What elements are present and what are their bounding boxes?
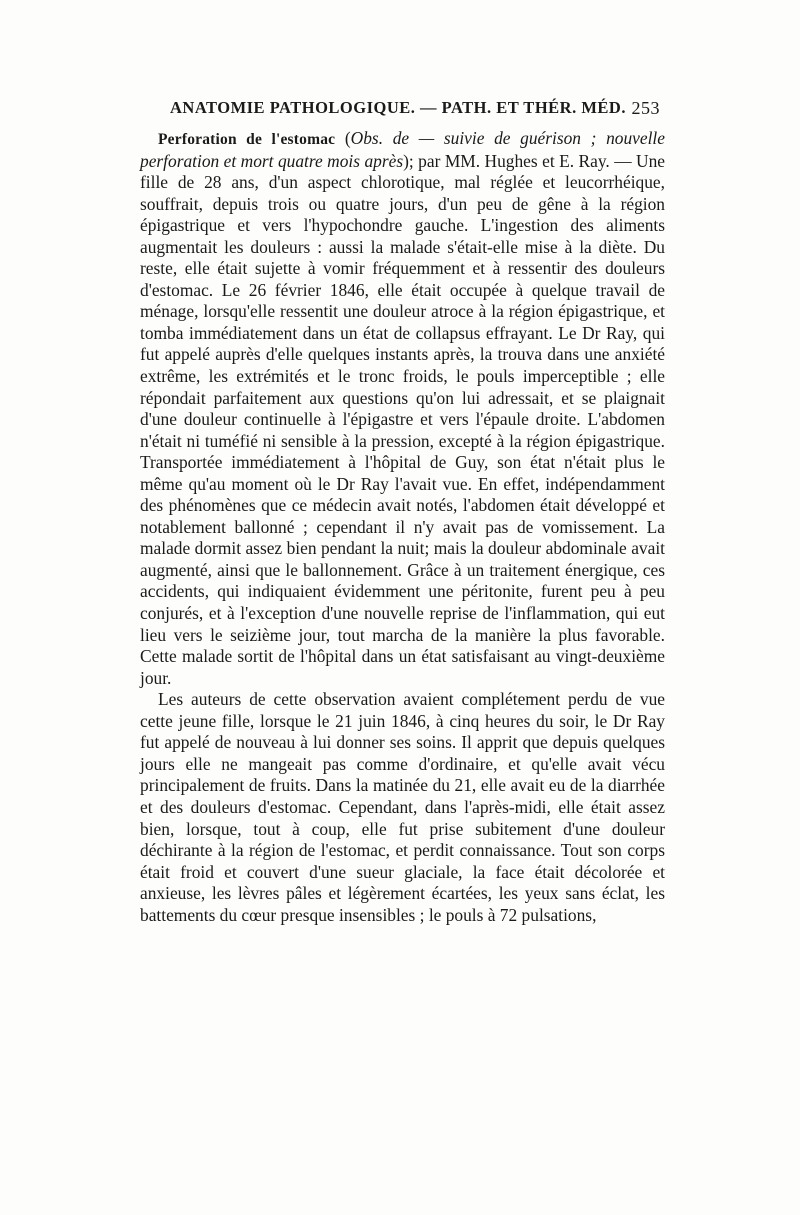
subtitle-open: ( (335, 128, 351, 148)
running-head: ANATOMIE PATHOLOGIQUE. — PATH. ET THÉR. MÉD. (170, 98, 626, 117)
article-body (140, 128, 665, 926)
paragraph-1 (140, 128, 665, 689)
subtitle-close: ); par MM. Hughes et E. Ray. (403, 150, 610, 171)
page-header (140, 98, 660, 124)
paragraph-1-text: — Une fille de 28 ans, d'un aspect chlorotique, mal réglée et leucorrhéique, souffrait, depuis trois ou quatre jours, d'un peu de gêne à la région épigastrique et vers l'hypochondre gauche. L'ingestion des aliments augmentait les douleurs : aussi la malade s'était-elle mise à la diète. Du reste, elle était sujette à vomir fréquemment et à ressentir des douleurs d'estomac. Le 26 février 1846, elle était occupée à quelque travail de ménage, lorsqu'elle ressentit une douleur atroce à la région épigastrique, et tomba immédiatement dans un état de collapsus effrayant. Le Dr Ray, qui fut appelé auprès d'elle quelques instants après, la trouva dans une anxiété extrême, les extrémités et le tronc froids, le pouls imperceptible ; elle répondait parfaitement aux questions qu'on lui adressait, et se plaignait d'une douleur continuelle à l'épigastre et vers l'épaule droite. L'abdomen n'était ni tuméfié ni sensible à la pression, excepté à la région épigastrique. Transportée immédiatement à l'hôpital de Guy, son état n'était plus le même qu'au moment où le Dr Ray l'avait vue. En effet, indépendamment des phénomènes que ce médecin avait notés, l'abdomen était développé et notablement ballonné ; cependant il n'y avait pas de vomissement. La malade dormit assez bien pendant la nuit; mais la douleur abdominale avait augmenté, ainsi que le ballonnement. Grâce à un traitement énergique, ces accidents, qui indiquaient évidemment une péritonite, furent peu à peu conjurés, et à l'exception d'une nouvelle reprise de l'inflammation, qui eut lieu vers le seizième jour, tout marcha de la manière la plus favorable. Cette malade sortit de l'hôpital dans un état satisfaisant au vingt-deuxième jour. (140, 150, 665, 688)
article-title: Perforation de l'estomac (158, 131, 336, 148)
subtitle-italic: Obs. de — suivie de guérison ; nouvelle perforation et mort quatre mois après (140, 128, 665, 171)
paragraph-2: Les auteurs de cette observation avaient complétement perdu de vue cette jeune fille, lorsque le 21 juin 1846, à cinq heures du soir, le Dr Ray fut appelé de nouveau à lui donner ses soins. Il apprit que depuis quelques jours elle ne mangeait pas comme d'ordinaire, et qu'elle avait vécu principalement de fruits. Dans la matinée du 21, elle avait eu de la diarrhée et des douleurs d'estomac. Cependant, dans l'après-midi, elle était assez bien, lorsque, tout à coup, elle fut prise subitement d'une douleur déchirante à la région de l'estomac, et perdit connaissance. Tout son corps était froid et couvert d'une sueur glaciale, la face était décolorée et anxieuse, les lèvres pâles et légèrement écartées, les yeux sans éclat, les battements du cœur presque insensibles ; le pouls à 72 pulsations, (140, 689, 665, 925)
page-number: 253 (631, 98, 660, 118)
